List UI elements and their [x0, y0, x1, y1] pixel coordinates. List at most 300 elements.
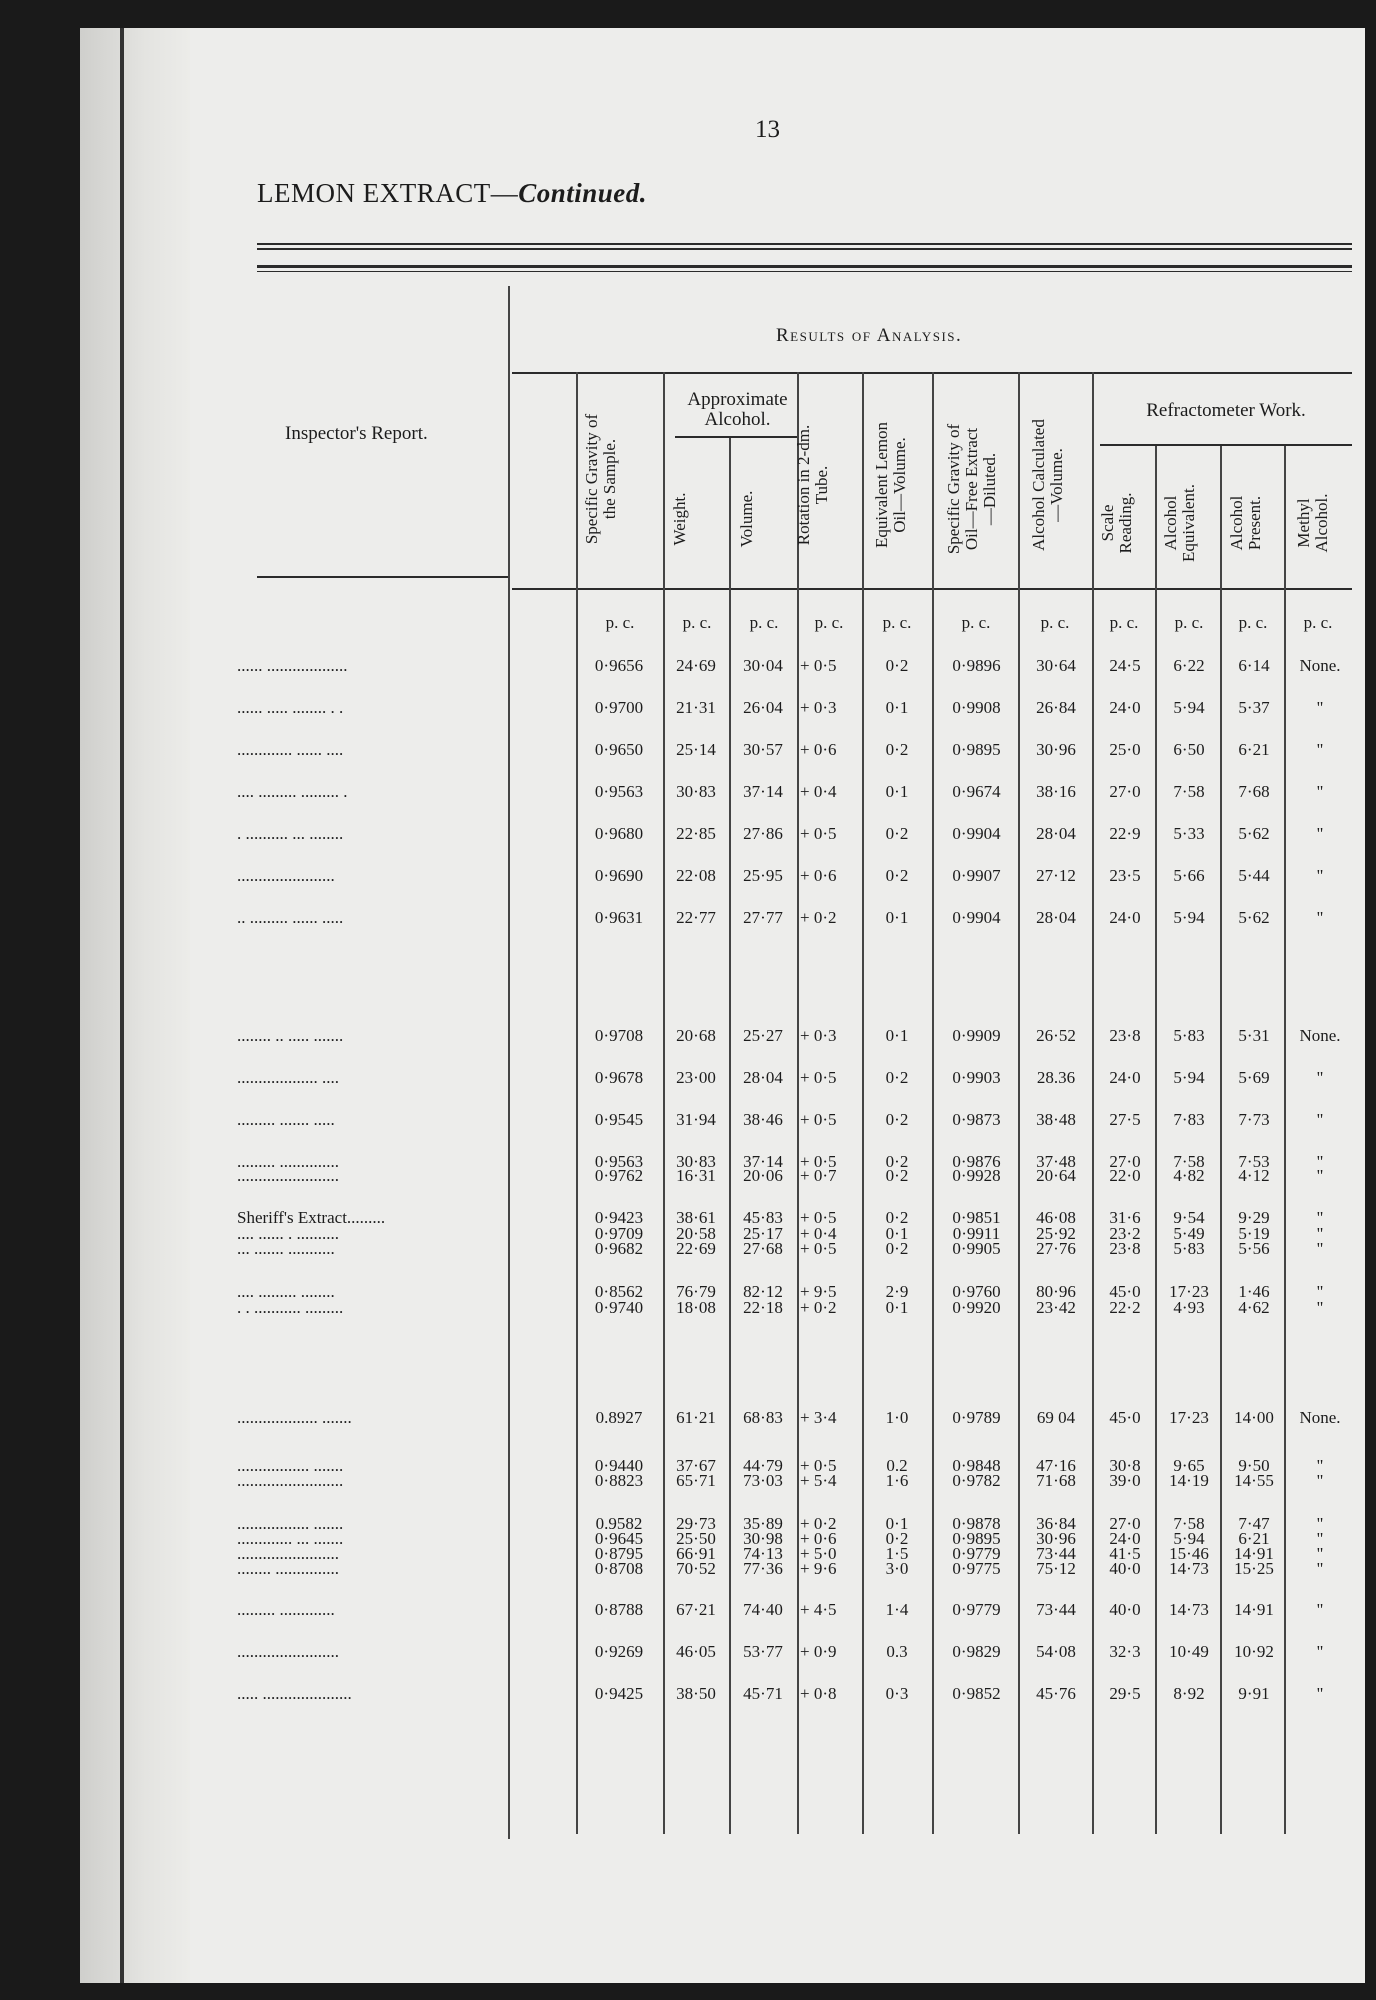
cell-ap: 5·62 [1238, 908, 1270, 927]
cell-ma: " [1316, 866, 1324, 885]
cell-w: 24·69 [676, 656, 716, 675]
cell-rot: + 0·5 [800, 1110, 837, 1129]
cell-ap: 7·53 [1238, 1152, 1270, 1171]
cell-ae: 5·49 [1173, 1224, 1205, 1243]
cell-ae: 9·65 [1173, 1456, 1205, 1475]
cell-rot: + 0·5 [800, 824, 837, 843]
cell-sgo: 0·9876 [952, 1152, 1001, 1171]
cell-v: 74·13 [743, 1544, 783, 1563]
cell-w: 25·14 [676, 740, 716, 759]
cell-sg: 0·8788 [594, 1600, 644, 1619]
cell-w: 21·31 [676, 698, 716, 717]
inspector-report-header: Inspector's Report. [285, 423, 428, 444]
cell-w: 65·71 [676, 1471, 716, 1490]
cell-ap: 6·21 [1238, 740, 1270, 759]
cell-sg: 0·9762 [594, 1166, 644, 1185]
cell-sc: 40·0 [1109, 1559, 1141, 1578]
cell-ap: 5·56 [1238, 1239, 1270, 1258]
cell-rot: + 0·9 [800, 1642, 837, 1661]
table-row [80, 698, 1365, 720]
cell-alc: 37·48 [1036, 1152, 1076, 1171]
cell-v: 37·14 [743, 782, 783, 801]
cell-ae: 7·58 [1173, 1514, 1205, 1533]
cell-ap: 5·69 [1238, 1068, 1270, 1087]
cell-sgo: 0·9908 [952, 698, 1001, 717]
cell-alc: 25·92 [1036, 1224, 1076, 1243]
cell-rot: + 5·0 [800, 1544, 837, 1563]
cell-ap: 5·44 [1238, 866, 1270, 885]
cell-sgo: 0·9911 [952, 1224, 1001, 1243]
table-row [80, 1239, 1365, 1261]
cell-eq: 0·1 [885, 908, 909, 927]
cell-report: .... ......... ........ [237, 1282, 335, 1301]
cell-sg: 0·9700 [594, 698, 644, 717]
cell-eq: 0.3 [886, 1642, 908, 1661]
cell-ma: " [1316, 1471, 1324, 1490]
cell-report: ......... ....... ..... [237, 1110, 335, 1129]
cell-eq: 0·1 [885, 1298, 909, 1317]
cell-rot: + 9·5 [800, 1282, 837, 1301]
cell-alc: 46·08 [1036, 1208, 1076, 1227]
cell-eq: 1·4 [885, 1600, 909, 1619]
cell-ma: " [1316, 782, 1324, 801]
cell-eq: 3·0 [885, 1559, 909, 1578]
page-number: 13 [755, 116, 780, 143]
refractometer-header: Refractometer Work. [1146, 400, 1306, 421]
cell-report: Sheriff's Extract......... [237, 1208, 386, 1227]
cell-sc: 23·2 [1109, 1224, 1141, 1243]
cell-ae: 5·33 [1173, 824, 1205, 843]
alcohol-equivalent-header: Alcohol Equivalent. [1161, 484, 1198, 562]
cell-sg: 0·9645 [594, 1529, 644, 1548]
cell-report: ... ....... ........... [237, 1239, 335, 1258]
cell-report: ........................ [237, 1642, 339, 1661]
cell-alc: 30·64 [1036, 656, 1076, 675]
cell-eq: 0·2 [885, 1208, 909, 1227]
cell-v: 44·79 [743, 1456, 783, 1475]
cell-ap: 5·19 [1238, 1224, 1270, 1243]
cell-ae: 15·46 [1169, 1544, 1209, 1563]
cell-alc: 23·42 [1036, 1298, 1076, 1317]
table-row [80, 1110, 1365, 1132]
cell-w: 31·94 [676, 1110, 716, 1129]
cell-v: 45·71 [743, 1684, 783, 1703]
cell-w: 23·00 [676, 1068, 716, 1087]
cell-ap: 1·46 [1238, 1282, 1270, 1301]
alcohol-present-header: Alcohol Present. [1227, 495, 1264, 551]
cell-w: 76·79 [676, 1282, 716, 1301]
cell-ma: " [1316, 1208, 1324, 1227]
cell-v: 37·14 [743, 1152, 783, 1171]
cell-alc: 26·52 [1036, 1026, 1076, 1045]
cell-v: 30·57 [743, 740, 783, 759]
cell-eq: 0·2 [885, 740, 909, 759]
weight-header: Weight. [670, 492, 689, 546]
rotation-header: Rotation in 2-dm. Tube. [794, 424, 831, 546]
cell-sc: 40·0 [1109, 1600, 1141, 1619]
cell-sg: 0·8823 [594, 1471, 644, 1490]
cell-report: ......................... [237, 1471, 344, 1490]
cell-ma: " [1316, 740, 1324, 759]
cell-rot: + 0·3 [800, 698, 837, 717]
cell-sc: 22·2 [1109, 1298, 1141, 1317]
cell-v: 25·27 [743, 1026, 783, 1045]
cell-eq: 0·2 [885, 1239, 909, 1258]
cell-sgo: 0·9789 [952, 1408, 1001, 1427]
cell-ma: " [1316, 1642, 1324, 1661]
table-row [80, 1298, 1365, 1320]
cell-rot: + 0·3 [800, 1026, 837, 1045]
cell-sc: 30·8 [1109, 1456, 1141, 1475]
cell-sc: 27·5 [1109, 1110, 1141, 1129]
cell-w: 22·08 [676, 866, 716, 885]
cell-sc: 27·0 [1109, 1514, 1141, 1533]
cell-rot: + 0·7 [800, 1166, 837, 1185]
cell-eq: 0·2 [885, 1110, 909, 1129]
cell-ma: " [1316, 1600, 1324, 1619]
cell-w: 37·67 [676, 1456, 716, 1475]
cell-rot: + 0·8 [800, 1684, 837, 1703]
cell-ma: " [1316, 1068, 1324, 1087]
cell-w: 70·52 [676, 1559, 716, 1578]
unit-label: p. c. [1174, 613, 1204, 632]
cell-sgo: 0·9920 [952, 1298, 1001, 1317]
cell-sg: 0·9423 [594, 1208, 644, 1227]
cell-ae: 5·94 [1173, 908, 1205, 927]
cell-v: 68·83 [743, 1408, 783, 1427]
cell-ae: 5·83 [1173, 1239, 1205, 1258]
cell-rot: + 5·4 [800, 1471, 837, 1490]
cell-ma: " [1316, 824, 1324, 843]
cell-v: 82·12 [743, 1282, 783, 1301]
cell-alc: 38·16 [1036, 782, 1076, 801]
cell-sc: 29·5 [1109, 1684, 1141, 1703]
title-continued: Continued. [518, 178, 648, 208]
table-row [80, 1471, 1365, 1493]
cell-ma: " [1316, 1239, 1324, 1258]
unit-label: p. c. [961, 613, 991, 632]
cell-sgo: 0·9896 [952, 656, 1001, 675]
cell-eq: 0·2 [885, 1068, 909, 1087]
cell-ae: 4·93 [1173, 1298, 1205, 1317]
cell-w: 16·31 [676, 1166, 716, 1185]
unit-label: p. c. [749, 613, 779, 632]
cell-report: ......... .............. [237, 1152, 339, 1171]
cell-ae: 7·58 [1173, 1152, 1205, 1171]
cell-ap: 14·91 [1234, 1600, 1274, 1619]
cell-sc: 24·0 [1109, 1529, 1141, 1548]
cell-sc: 27·0 [1109, 1152, 1141, 1171]
cell-report: ......... ............. [237, 1600, 335, 1619]
cell-ap: 6·14 [1238, 656, 1270, 675]
title-rule [257, 248, 1352, 250]
cell-ap: 10·92 [1234, 1642, 1274, 1661]
title-rule [257, 265, 1352, 268]
cell-ma: " [1316, 1166, 1324, 1185]
cell-w: 22·69 [676, 1239, 716, 1258]
cell-sg: 0·9690 [594, 866, 644, 885]
cell-eq: 2·9 [885, 1282, 909, 1301]
cell-sc: 24·5 [1109, 656, 1141, 675]
cell-ap: 5·31 [1238, 1026, 1270, 1045]
cell-sg: 0·9656 [594, 656, 644, 675]
cell-sgo: 0·9851 [952, 1208, 1001, 1227]
cell-ae: 5·66 [1173, 866, 1205, 885]
column-divider [729, 438, 731, 1834]
cell-ae: 7·83 [1173, 1110, 1205, 1129]
cell-w: 20·58 [676, 1224, 716, 1243]
cell-eq: 1·5 [885, 1544, 909, 1563]
table-row [80, 1642, 1365, 1664]
cell-rot: + 0·4 [800, 782, 837, 801]
cell-eq: 0·2 [885, 1529, 909, 1548]
table-row [80, 866, 1365, 888]
cell-rot: + 0·5 [800, 1068, 837, 1087]
cell-sc: 23·5 [1109, 866, 1141, 885]
cell-sg: 0·9680 [594, 824, 644, 843]
cell-alc: 80·96 [1036, 1282, 1076, 1301]
cell-ae: 17·23 [1169, 1408, 1209, 1427]
cell-rot: + 3·4 [800, 1408, 837, 1427]
cell-w: 61·21 [676, 1408, 716, 1427]
cell-eq: 0·2 [885, 1166, 909, 1185]
cell-ma: " [1316, 1110, 1324, 1129]
cell-alc: 30·96 [1036, 1529, 1076, 1548]
cell-ap: 5·37 [1238, 698, 1270, 717]
title-rule [257, 271, 1352, 272]
cell-ae: 14·19 [1169, 1471, 1209, 1490]
cell-sc: 45·0 [1109, 1282, 1141, 1301]
cell-sgo: 0·9775 [952, 1559, 1001, 1578]
cell-v: 77·36 [743, 1559, 783, 1578]
cell-ap: 14·55 [1234, 1471, 1274, 1490]
cell-ap: 4·12 [1238, 1166, 1270, 1185]
cell-sg: 0.8927 [595, 1408, 643, 1427]
cell-alc: 27·76 [1036, 1239, 1076, 1258]
cell-ma: None. [1299, 656, 1341, 675]
cell-ma: " [1316, 1224, 1324, 1243]
cell-sg: 0·9269 [594, 1642, 644, 1661]
cell-rot: + 0·6 [800, 1529, 837, 1548]
cell-ae: 5·94 [1173, 1068, 1205, 1087]
unit-label: p. c. [682, 613, 712, 632]
cell-w: 46·05 [676, 1642, 716, 1661]
cell-sgo: 0·9904 [952, 824, 1001, 843]
cell-w: 38·61 [676, 1208, 716, 1227]
cell-eq: 0·2 [885, 1152, 909, 1171]
cell-ae: 8·92 [1173, 1684, 1205, 1703]
cell-alc: 27·12 [1036, 866, 1076, 885]
table-row [80, 908, 1365, 930]
cell-ap: 7·73 [1238, 1110, 1270, 1129]
sg-oil-free-header: Specific Gravity of Oil—Free Extract —Diluted. [944, 423, 999, 555]
cell-ma: " [1316, 1298, 1324, 1317]
cell-ap: 9·91 [1238, 1684, 1270, 1703]
cell-sg: 0·8795 [594, 1544, 644, 1563]
title-main: LEMON EXTRACT— [257, 178, 519, 208]
cell-report: .... ...... . .......... [237, 1224, 339, 1243]
refractometer-rule [1100, 444, 1352, 446]
cell-eq: 0·2 [885, 824, 909, 843]
cell-sg: 0·9708 [594, 1026, 644, 1045]
cell-ap: 7·68 [1238, 782, 1270, 801]
specific-gravity-header: Specific Gravity of the Sample. [582, 413, 619, 545]
cell-sg: 0·9563 [594, 782, 644, 801]
cell-sg: 0·8708 [594, 1559, 644, 1578]
cell-report: ............. ... ....... [237, 1529, 344, 1548]
cell-eq: 0.2 [886, 1456, 908, 1475]
cell-sc: 41·5 [1109, 1544, 1141, 1563]
cell-sg: 0·8562 [594, 1282, 644, 1301]
cell-report: ........ .. ..... ....... [237, 1026, 344, 1045]
cell-report: . .......... ... ........ [237, 824, 344, 843]
cell-rot: + 0·2 [800, 1298, 837, 1317]
cell-sc: 25·0 [1109, 740, 1141, 759]
cell-v: 53·77 [743, 1642, 783, 1661]
cell-sgo: 0·9907 [952, 866, 1001, 885]
cell-ae: 7·58 [1173, 782, 1205, 801]
cell-rot: + 0·5 [800, 656, 837, 675]
cell-ap: 15·25 [1234, 1559, 1274, 1578]
unit-label: p. c. [882, 613, 912, 632]
cell-sc: 31·6 [1109, 1208, 1141, 1227]
cell-report: ....................... [237, 866, 335, 885]
cell-v: 74·40 [743, 1600, 783, 1619]
cell-ap: 7·47 [1238, 1514, 1270, 1533]
cell-sg: 0.9582 [595, 1514, 643, 1533]
column-divider [1284, 446, 1286, 1834]
alcohol-calculated-header: Alcohol Calculated —Volume. [1029, 419, 1066, 551]
cell-sg: 0·9425 [594, 1684, 644, 1703]
cell-w: 29·73 [676, 1514, 716, 1533]
cell-ma: " [1316, 1152, 1324, 1171]
cell-report: ................... .... [237, 1068, 339, 1087]
cell-sg: 0·9650 [594, 740, 644, 759]
scale-reading-header: Scale Reading. [1098, 492, 1135, 554]
unit-label: p. c. [1303, 613, 1333, 632]
table-row [80, 740, 1365, 762]
cell-v: 45·83 [743, 1208, 783, 1227]
cell-sgo: 0·9873 [952, 1110, 1001, 1129]
document-page [80, 28, 1365, 1983]
unit-label: p. c. [1040, 613, 1070, 632]
table-row [80, 1684, 1365, 1706]
cell-alc: 47·16 [1036, 1456, 1076, 1475]
cell-rot: + 0·2 [800, 1514, 837, 1533]
cell-eq: 0·2 [885, 866, 909, 885]
cell-sgo: 0·9905 [952, 1239, 1001, 1258]
cell-sc: 27·0 [1109, 782, 1141, 801]
cell-sgo: 0·9779 [952, 1600, 1001, 1619]
cell-w: 22·77 [676, 908, 716, 927]
methyl-alcohol-header: Methyl Alcohol. [1294, 493, 1331, 553]
cell-ap: 6·21 [1238, 1529, 1270, 1548]
cell-alc: 73·44 [1036, 1544, 1076, 1563]
cell-sgo: 0·9895 [952, 1529, 1001, 1548]
cell-sc: 22·9 [1109, 824, 1141, 843]
cell-rot: + 0·6 [800, 740, 837, 759]
cell-w: 18·08 [676, 1298, 716, 1317]
cell-alc: 26·84 [1036, 698, 1076, 717]
results-of-analysis-header: Results of Analysis. [776, 325, 963, 346]
cell-eq: 0·1 [885, 1514, 909, 1533]
table-row [80, 782, 1365, 804]
cell-sg: 0·9682 [594, 1239, 644, 1258]
cell-ap: 4·62 [1238, 1298, 1270, 1317]
cell-ma: " [1316, 1684, 1324, 1703]
cell-v: 20·06 [743, 1166, 783, 1185]
column-divider [1155, 446, 1157, 1834]
cell-sg: 0·9631 [594, 908, 644, 927]
cell-sg: 0·9545 [594, 1110, 644, 1129]
cell-w: 25·50 [676, 1529, 716, 1548]
table-row [80, 1559, 1365, 1581]
cell-sgo: 0·9848 [952, 1456, 1001, 1475]
cell-rot: + 0·5 [800, 1239, 837, 1258]
cell-report: ........................ [237, 1544, 339, 1563]
cell-ae: 17·23 [1169, 1282, 1209, 1301]
cell-report: .. ......... ...... ..... [237, 908, 344, 927]
unit-label: p. c. [1238, 613, 1268, 632]
cell-ae: 14·73 [1169, 1559, 1209, 1578]
cell-ma: " [1316, 1282, 1324, 1301]
cell-eq: 0·1 [885, 782, 909, 801]
cell-alc: 38·48 [1036, 1110, 1076, 1129]
cell-w: 38·50 [676, 1684, 716, 1703]
volume-header: Volume. [737, 490, 756, 548]
cell-ma: None. [1299, 1026, 1341, 1045]
cell-v: 28·04 [743, 1068, 783, 1087]
cell-sc: 32·3 [1109, 1642, 1141, 1661]
cell-report: ........................ [237, 1166, 339, 1185]
cell-w: 30·83 [676, 782, 716, 801]
cell-ae: 5·94 [1173, 698, 1205, 717]
cell-sgo: 0·9674 [952, 782, 1001, 801]
table-row [80, 824, 1365, 846]
cell-v: 25·95 [743, 866, 783, 885]
cell-alc: 20·64 [1036, 1166, 1076, 1185]
cell-v: 30·98 [743, 1529, 783, 1548]
cell-ap: 14·91 [1234, 1544, 1274, 1563]
cell-sc: 22·0 [1109, 1166, 1141, 1185]
cell-sgo: 0·9904 [952, 908, 1001, 927]
cell-sc: 23·8 [1109, 1239, 1141, 1258]
cell-sg: 0·9678 [594, 1068, 644, 1087]
cell-eq: 1·0 [885, 1408, 909, 1427]
table-row [80, 1600, 1365, 1622]
cell-ma: " [1316, 1529, 1324, 1548]
cell-ae: 6·50 [1173, 740, 1205, 759]
cell-sg: 0·9740 [594, 1298, 644, 1317]
cell-rot: + 0·5 [800, 1152, 837, 1171]
cell-alc: 28.36 [1036, 1068, 1076, 1087]
unit-label: p. c. [814, 613, 844, 632]
cell-ma: " [1316, 1456, 1324, 1475]
cell-v: 22·18 [743, 1298, 783, 1317]
cell-report: ........ ............... [237, 1559, 339, 1578]
cell-w: 67·21 [676, 1600, 716, 1619]
cell-sgo: 0·9895 [952, 740, 1001, 759]
cell-sg: 0·9709 [594, 1224, 644, 1243]
cell-sgo: 0·9903 [952, 1068, 1001, 1087]
cell-rot: + 0·5 [800, 1208, 837, 1227]
cell-rot: + 0·5 [800, 1456, 837, 1475]
cell-sgo: 0·9782 [952, 1471, 1001, 1490]
cell-rot: + 4·5 [800, 1600, 837, 1619]
cell-ae: 14·73 [1169, 1600, 1209, 1619]
cell-eq: 0·1 [885, 1026, 909, 1045]
cell-ae: 5·94 [1173, 1529, 1205, 1548]
